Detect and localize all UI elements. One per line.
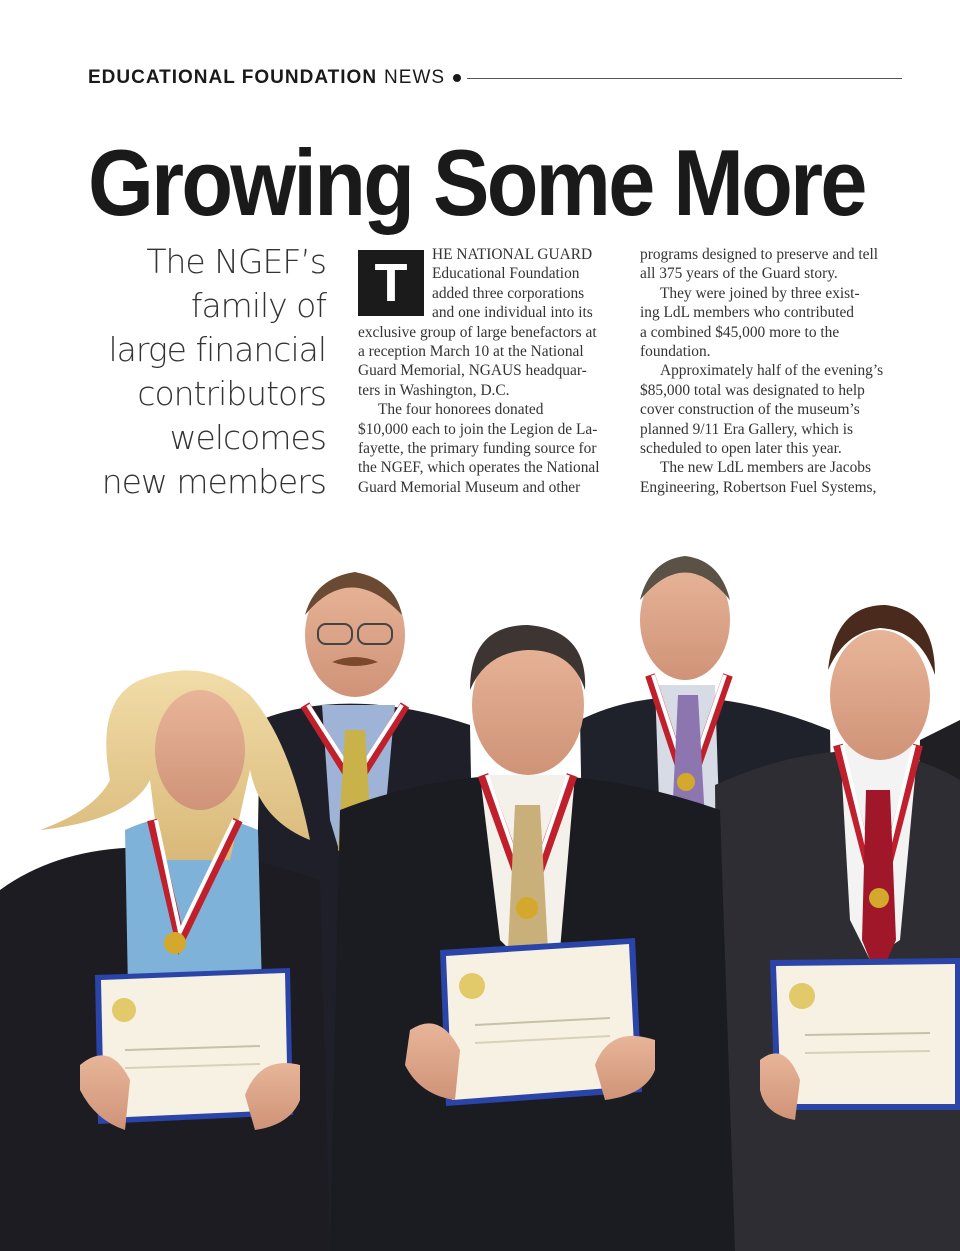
article-column-2 [640,245,902,497]
article-line: cover construction of the museum’s [640,401,860,419]
deck-line: contributors [137,374,326,413]
article-line: $10,000 each to join the Legion de La- [358,420,598,438]
deck [100,240,326,504]
deck-line: welcomes [169,418,326,457]
article-line: Educational Foundation [432,265,580,283]
article-line: ters in Washington, D.C. [358,381,510,399]
article-line: Guard Memorial Museum and other [358,478,581,496]
certificate-1 [80,968,300,1130]
article-line: The new LdL members are Jacobs [660,459,871,477]
article-line: Engineering, Robertson Fuel Systems, [640,478,877,496]
deck-line: new members [101,462,326,501]
article-line: ing LdL members who contributed [640,304,854,322]
article-line: a combined $45,000 more to the [640,323,840,341]
article-line: exclusive group of large benefactors at [358,323,597,341]
article-line: foundation. [640,343,711,361]
article-line: The four honorees donated [378,401,544,419]
bullet-icon [453,74,461,82]
headline: Growing Some More [88,130,865,235]
group-photo [0,520,960,1251]
article-line: Approximately half of the evening’s [660,362,884,380]
article-line: added three corporations [432,284,585,302]
section-label-light: NEWS [384,67,446,88]
deck-line: large financial [108,330,326,369]
article-line: and one individual into its [432,304,593,322]
article-column-1 [358,245,620,497]
article-line: fayette, the primary funding source for [358,440,597,458]
deck-line: family of [190,286,326,325]
article-line: scheduled to open later this year. [640,440,842,458]
article-line: the NGEF, which operates the National [358,459,600,477]
certificate-3 [760,958,960,1120]
article-line: HE NATIONAL GUARD [432,246,593,263]
section-header [88,66,902,90]
article-line: $85,000 total was designated to help [640,381,865,399]
drop-cap: T [358,250,424,316]
article-line: They were joined by three exist- [660,284,860,302]
article-line: all 375 years of the Guard story. [640,265,838,283]
article-line: programs designed to preserve and tell [640,246,879,263]
article-line: a reception March 10 at the National [358,343,584,361]
section-label-bold: EDUCATIONAL FOUNDATION [88,67,378,88]
article-line: planned 9/11 Era Gallery, which is [640,420,853,438]
header-rule [467,78,902,79]
article-line: Guard Memorial, NGAUS headquar- [358,362,587,380]
deck-line: The NGEF’s [146,242,326,281]
